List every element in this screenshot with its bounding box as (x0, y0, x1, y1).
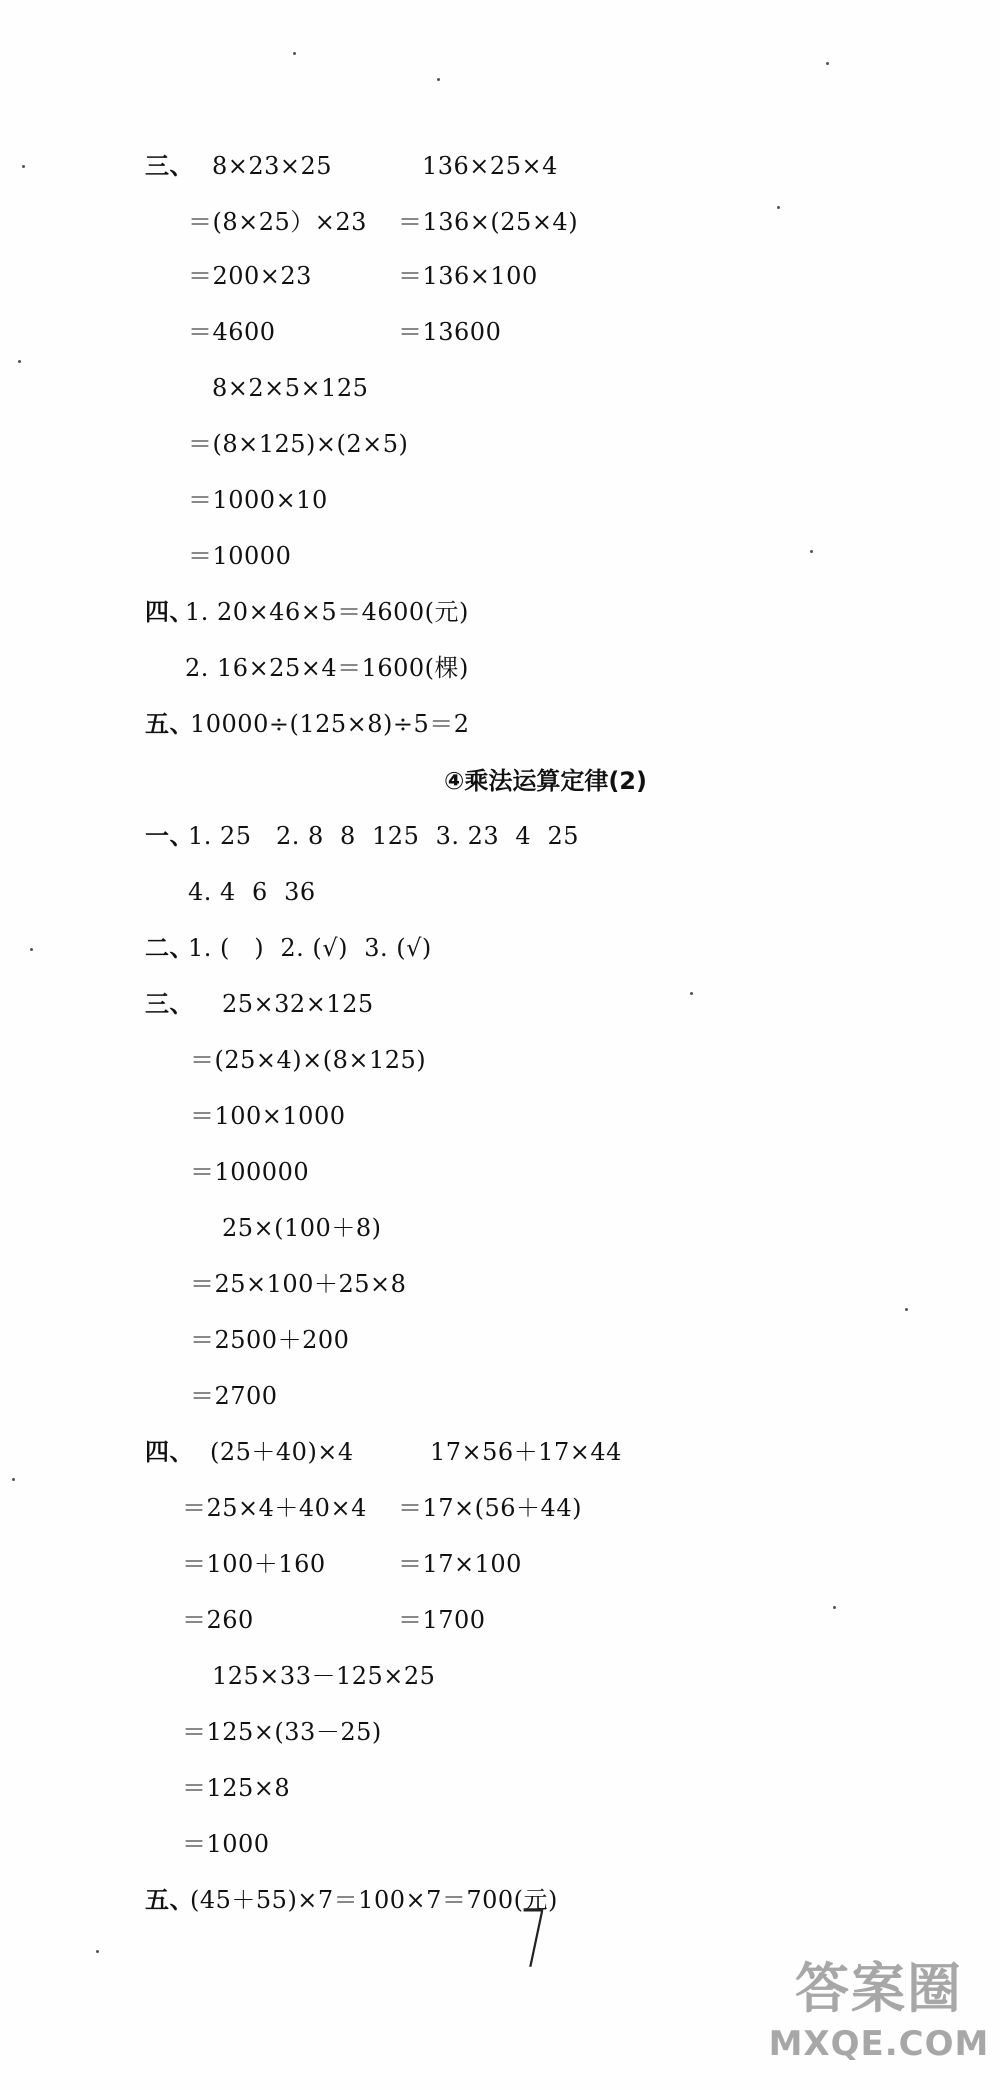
calc-line: ＝17×(56＋44) (398, 1494, 582, 1522)
calc-line: 17×56＋17×44 (430, 1438, 622, 1466)
scan-speck (810, 550, 813, 553)
scan-speck (293, 52, 296, 55)
calc-line: 25×(100＋8) (222, 1214, 382, 1242)
calc-line: ＝100000 (190, 1158, 310, 1186)
calc-line: 8×23×25 (212, 152, 333, 180)
calc-line: ＝100×1000 (190, 1102, 346, 1130)
calc-line: 8×2×5×125 (212, 374, 369, 402)
section-label-5: 五、 (145, 709, 194, 738)
scan-speck (12, 1478, 15, 1481)
calc-line: ＝(25×4)×(8×125) (190, 1046, 427, 1074)
watermark-logo-text: 答案圈 (795, 1957, 963, 2020)
answer-line: (45＋55)×7＝100×7＝700(元) (190, 1886, 558, 1914)
section-label-1: 一、 (145, 821, 194, 850)
calc-line: ＝100＋160 (182, 1550, 326, 1578)
calc-line: ＝1000×10 (188, 486, 328, 514)
section-label-4b: 四、 (145, 1437, 194, 1466)
watermark-url: MXQE.COM (768, 2024, 990, 2064)
section-label-2: 二、 (145, 933, 194, 962)
calc-line: ＝260 (182, 1606, 254, 1634)
scan-speck (777, 206, 780, 209)
calc-line: 125×33－125×25 (212, 1662, 436, 1690)
scan-speck (437, 78, 440, 81)
answer-line: 10000÷(125×8)÷5＝2 (190, 710, 470, 738)
page-number: 7 (520, 1893, 548, 1986)
calc-line: ＝25×4＋40×4 (182, 1494, 367, 1522)
calc-line: (25＋40)×4 (210, 1438, 354, 1466)
section-label-4: 四、 (145, 597, 194, 626)
scan-speck (96, 1950, 99, 1953)
calc-line: ＝(8×125)×(2×5) (188, 430, 409, 458)
answer-line: 2. 16×25×4＝1600(棵) (185, 654, 469, 682)
section-label-3b: 三、 (145, 989, 194, 1018)
calc-line: ＝1700 (398, 1606, 486, 1634)
answer-line: 1. 25 2. 8 8 125 3. 23 4 25 (188, 822, 579, 850)
scan-speck (905, 1308, 908, 1311)
lesson-title: ④乘法运算定律(2) (444, 767, 647, 795)
scan-speck (18, 360, 21, 363)
calc-line: ＝125×8 (182, 1774, 291, 1802)
calc-line: ＝4600 (188, 318, 276, 346)
calc-line: ＝17×100 (398, 1550, 522, 1578)
calc-line: ＝10000 (188, 542, 292, 570)
section-label-5b: 五、 (145, 1885, 194, 1914)
calc-line: ＝2700 (190, 1382, 278, 1410)
scan-speck (690, 992, 693, 995)
calc-line: ＝125×(33－25) (182, 1718, 382, 1746)
calc-line: ＝200×23 (188, 262, 312, 290)
calc-line: ＝136×100 (398, 262, 538, 290)
calc-line: ＝2500＋200 (190, 1326, 350, 1354)
answer-line: 4. 4 6 36 (188, 878, 316, 906)
calc-line: ＝1000 (182, 1830, 270, 1858)
calc-line: 25×32×125 (222, 990, 374, 1018)
scan-speck (30, 948, 33, 951)
scan-speck (826, 62, 829, 65)
scan-speck (22, 165, 25, 168)
section-label-3: 三、 (145, 151, 194, 180)
answer-line: 1. ( ) 2. (√) 3. (√) (188, 934, 432, 962)
calc-line: ＝136×(25×4) (398, 208, 579, 236)
site-watermark (764, 1954, 994, 2084)
calc-line: 136×25×4 (422, 152, 558, 180)
calc-line: ＝25×100＋25×8 (190, 1270, 407, 1298)
calc-line: ＝(8×25）×23 (188, 208, 367, 236)
scan-speck (833, 1606, 836, 1609)
calc-line: ＝13600 (398, 318, 502, 346)
answer-line: 1. 20×46×5＝4600(元) (185, 598, 469, 626)
